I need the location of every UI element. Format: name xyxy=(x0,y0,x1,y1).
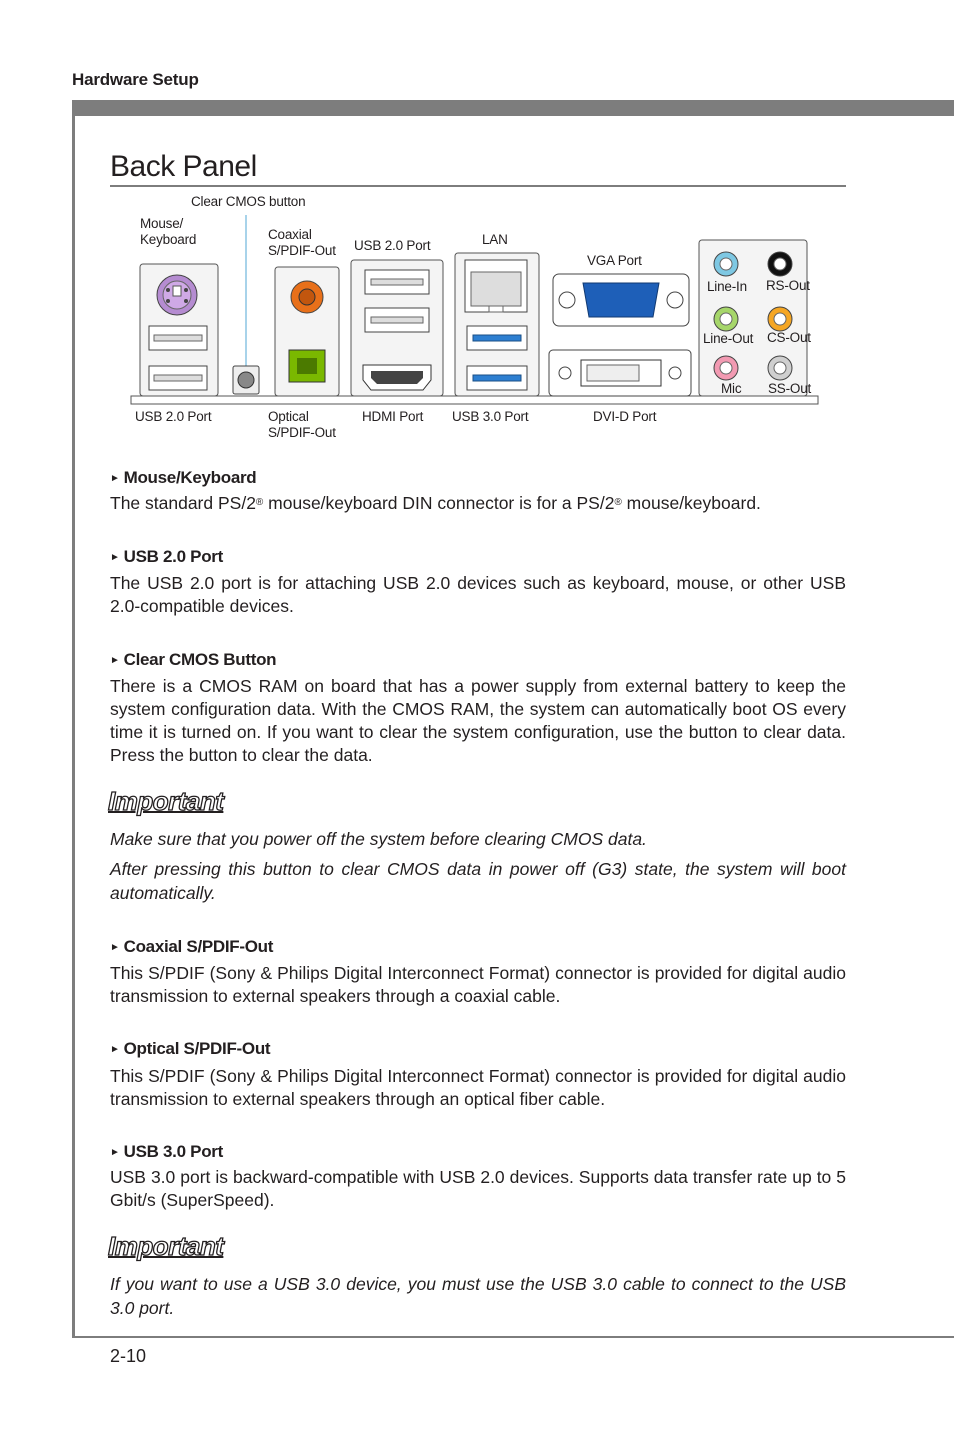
vga-dvi-block xyxy=(549,274,691,396)
label-usb20-top: USB 2.0 Port xyxy=(354,238,431,253)
registered-mark: ® xyxy=(614,497,622,508)
bullet-triangle-icon: ► xyxy=(110,472,120,484)
label-lan: LAN xyxy=(482,232,508,247)
label-mouse-keyboard: Mouse/ Keyboard xyxy=(140,216,197,247)
section-title-text: USB 2.0 Port xyxy=(123,547,223,566)
spdif-block xyxy=(275,267,339,396)
text-segment: mouse/keyboard DIN connector is for a PS/2 xyxy=(263,493,615,513)
header-bar xyxy=(72,100,954,116)
section-coaxial-text: This S/PDIF (Sony & Philips Digital Interconnect Format) connector is provided for digital audio transmission to external speakers through a coaxial cable. xyxy=(110,963,846,1006)
important-note-1: Make sure that you power off the system before clearing CMOS data. xyxy=(110,829,647,849)
label-usb20-bottom: USB 2.0 Port xyxy=(135,409,212,424)
label-line-in: Line-In xyxy=(707,279,747,294)
lan-usb3-block xyxy=(455,253,539,396)
section-coaxial-title xyxy=(110,937,273,957)
section-clear-cmos-title xyxy=(110,650,276,670)
back-panel-diagram xyxy=(125,190,825,450)
bullet-triangle-icon: ► xyxy=(110,551,120,563)
title-rule xyxy=(110,185,846,187)
clear-cmos-button xyxy=(233,366,259,394)
text-segment: mouse/keyboard. xyxy=(621,493,761,513)
bullet-triangle-icon: ► xyxy=(110,1043,120,1055)
important-note-2: After pressing this button to clear CMOS data in power off (G3) state, the system will boot automatically. xyxy=(110,859,846,903)
label-rs-out: RS-Out xyxy=(766,278,810,293)
registered-mark: ® xyxy=(255,497,264,508)
page-number: 2-10 xyxy=(110,1346,147,1366)
label-vga: VGA Port xyxy=(587,253,642,268)
section-title-text: Clear CMOS Button xyxy=(123,650,277,669)
label-mic: Mic xyxy=(721,381,742,396)
section-usb30-title xyxy=(110,1142,223,1162)
usb-hdmi-block xyxy=(351,260,443,396)
bullet-triangle-icon: ► xyxy=(110,654,120,666)
label-coaxial: Coaxial S/PDIF-Out xyxy=(268,227,336,258)
section-usb30-text: USB 3.0 port is backward-compatible with USB 2.0 devices. Supports data transfer rate up to 5 Gbit/s (SuperSpeed). xyxy=(110,1167,846,1210)
label-usb30: USB 3.0 Port xyxy=(452,409,529,424)
audio-block xyxy=(699,240,807,396)
section-usb20-text: The USB 2.0 port is for attaching USB 2.0 devices such as keyboard, mouse, or other USB 2.0-compatible devices. xyxy=(110,573,846,616)
ps2-usb-block xyxy=(140,264,218,396)
left-rule xyxy=(72,100,75,1338)
important-label: Important xyxy=(108,786,224,816)
section-usb20-title xyxy=(110,547,223,567)
text-segment: The standard PS/2 xyxy=(110,493,256,513)
bullet-triangle-icon: ► xyxy=(110,1146,120,1158)
important-label: Important xyxy=(108,1231,224,1261)
label-hdmi: HDMI Port xyxy=(362,409,424,424)
bullet-triangle-icon: ► xyxy=(110,941,120,953)
section-mouse-keyboard-title xyxy=(110,468,256,488)
label-dvi: DVI-D Port xyxy=(593,409,657,424)
label-optical: Optical S/PDIF-Out xyxy=(268,409,336,440)
vga-port xyxy=(583,283,659,317)
section-title-text: Optical S/PDIF-Out xyxy=(123,1039,271,1058)
bottom-rule xyxy=(72,1336,954,1338)
label-cs-out: CS-Out xyxy=(767,330,811,345)
label-clear-cmos: Clear CMOS button xyxy=(191,194,306,209)
page-title: Back Panel xyxy=(110,150,257,183)
section-title-text: Coaxial S/PDIF-Out xyxy=(123,937,274,956)
important-note-3: If you want to use a USB 3.0 device, you must use the USB 3.0 cable to connect to the USB 3.0 port. xyxy=(110,1274,846,1318)
section-clear-cmos-text: There is a CMOS RAM on board that has a power supply from external battery to keep the system configuration data. With the CMOS RAM, the system can automatically boot OS every time it is turned on. If you want to clear the system configuration, use the button to clear data. Press the button to clear the data. xyxy=(110,676,846,765)
label-ss-out: SS-Out xyxy=(768,381,812,396)
section-title-text: Mouse/Keyboard xyxy=(123,468,257,487)
section-optical-title xyxy=(110,1039,270,1059)
section-mouse-keyboard-text xyxy=(110,492,846,515)
label-line-out: Line-Out xyxy=(703,331,754,346)
section-title-text: USB 3.0 Port xyxy=(123,1142,223,1161)
section-optical-text: This S/PDIF (Sony & Philips Digital Interconnect Format) connector is provided for digital audio transmission to external speakers through an optical fiber cable. xyxy=(110,1066,846,1109)
section-header: Hardware Setup xyxy=(72,70,199,89)
